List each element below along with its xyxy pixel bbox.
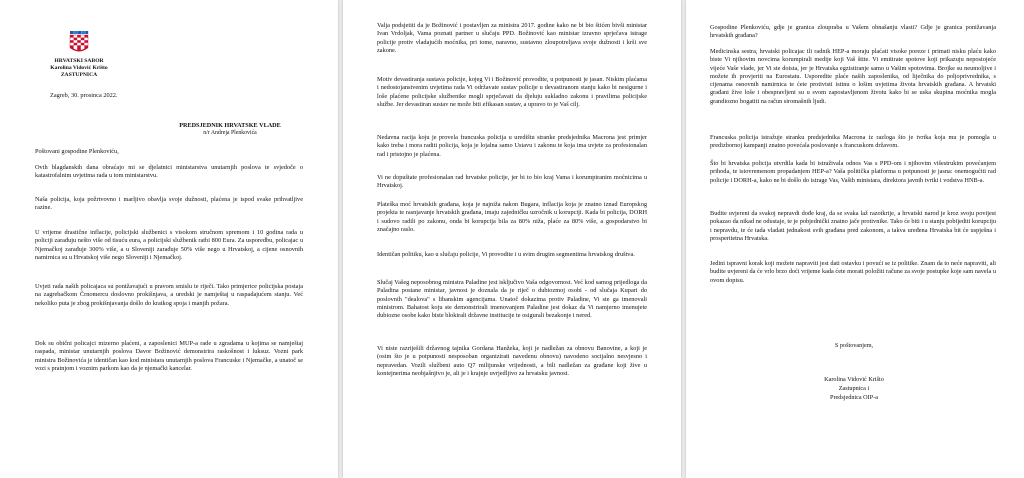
paragraph: U vrijeme drastične inflacije, policijski službenici s visokom stručnom spremom i 10 godina rada u policiji zarađuju nešto više od tisuću eura, a policijski službenik ratbi 800 Eura. Za usporedbu, policajac u Njemačkoj zarađuje 300% više, a u Sloveniji zarađuje 50% više nego u Hrvatskoj, a cijene osnovnih namirnica su u Hrvatskoj više nego Sloveniji i Njemačkoj. (35, 229, 303, 261)
paragraph: Identičan politiku, kao u slučaju policije, Vi provodite i u svim drugim segmentima hrvatskog društva. (377, 251, 635, 258)
croatian-coat-of-arms-icon (69, 31, 89, 55)
letter-page-1 (0, 0, 338, 478)
addressee-title: PREDSJEDNIK HRVATSKE VLADE (179, 122, 281, 129)
paragraph: Ovih blagdanskih dana obraćajo mi se djelatnici ministarstva unutarnjih poslova te svjedoče o katastrofalnim uvjetima rada u tom ministarstvu. (35, 164, 303, 180)
sender-name: Karolina Vidović Krišto (50, 65, 108, 71)
paragraph: Nedavna racija koju je provela francuska policija u uredištu stranke predsjednika Macrona jest primjer kako treba i mora raditi policija, koja je lojalna samo Ustavu i zakonu te koja ima uvjete za profesionalan rad i pristojno je plaćena. (377, 134, 647, 158)
sender-role: ZASTUPNICA (60, 72, 98, 78)
greeting: Poštovani gospodine Plenkoviću, (35, 148, 119, 155)
letter-page-2 (343, 0, 681, 478)
paragraph: Valja podsjetiti da je Božinović i postavljen za ministra 2017. godine kako ne bi bio štićen bivši ministar Ivan Vrdoljak, Vama poznati partner u slučaju PPD. Božinović kao ministar izravno sprječava istrage policije protiv vladajućih moćnika, pri tome, naravno, sustavno zloupotreljava svoje dužnosti i krši sve zakone. (377, 22, 647, 54)
paragraph: Naša policija, koja požrtvovno i marljivo obavlja svoje dužnosti, plaćena je ispod svake prihvatljive razine. (35, 196, 303, 212)
paragraph: Uvjeti rada naših policajaca su ponižavajući u pravom smislu te riječi. Tako primjerice policijska postaja na zagrebačkom Črnomercu doslovno prokišnjava, a uredski je namještaj u raspadajućem stanju. Već nekoliko puta je zbog prokišnjavanja došlo do kratkog spoja i manjih požara. (35, 283, 303, 307)
paragraph: Što bi hrvatska policija utvrdila kada bi istraživala odnos Vas s PPD-om i njihovim višestrukim povećanjem prihoda, te istovremenom propadanjem HEP-a? Vaša politička platforma u potpunosti je jasna: onemogućiti rad policije i DORH-a, kako ne bi došlo do istrage Vas, Vaših ministara, direktora javnih tvrtki i vodstva HNB-a. (710, 160, 996, 184)
paragraph: Vi niste razriješili državnog tajnika Gordana Hanžeka, koji je nadležan za obnovu Banovine, a koji je (osim što je u potpunosti nesposoban organizirati navedenu obnovu) navodeno socijalno nesvjesno i nepravedan. Vozili službeni auto Q7 milijunske vrijednosti, a bili nadležan za građane koji žive u kontejnerima neobjašnjivo je, ali je i krajnje uvrjedljivo za hrvatsku javnost. (377, 345, 647, 377)
paragraph: Francuska policija istražuje stranku predsjednika Macrona iz razloga što je tvrtka koja mu je pomogla u predizbornoj kampanji znatno povećala poslovanje s francuskom državom. (710, 134, 996, 150)
signature-role: Zastupnica i (838, 385, 870, 392)
addressee-name: n/r Andreja Plenkovića (203, 130, 257, 136)
paragraph: Slučaj Vašeg neposobnog ministra Paladine jest isključivo Vaša odgovornost. Već kod samog prijedloga da Paladina postane ministar, javnost je doznala da je riječ o dubiozmoj osobi - od slučaja Kupari do poslovnih "dealova" s libanskim agencijama. Unatoč dokazima protiv Paladine, Vi ste ga imenovali ministrom. Bahatost koju ste demonstrirali imenovanjem Paladine jest dokaz da Vi namjerno imenujete dubiozne osobe kako biste blokirali državne institucije te osigurali bezakonje i nered. (377, 279, 647, 320)
paragraph: Motiv devastiranja sustava policije, kojeg Vi i Božinović provodite, u potpunosti je jasan. Niskim plaćama i nedostojanstvenim uvjetima rada Vi održavate sustav policije u devastiranom stanju kako bi nesigurne i loše plaćene policijske službenike mogli sprječavati da djeluju sukladno zakonu i pravilima policijske službe. Jer devastiran sustav ne može biti efikasan sustav, a upravo to je Vaš cilj. (377, 76, 647, 108)
letter-page-3 (686, 0, 1024, 478)
paragraph: Jedini ispravni korak koji možete napraviti jest dati ostavku i povući se iz politike. Znam da to neće napraviti, ali budite uvjereni da će vrlo brzo doći vrijeme kada ćete morati položiti račune za svoje postupke koje sam navela u ovom dopisu. (710, 260, 996, 284)
place-date: Zagreb, 30. prosinca 2022. (50, 92, 118, 99)
paragraph: Gospodine Plenkoviću, gdje je granica zloupraba u Vašem obnašanju vlasti? Gdje je granica ponižavanja hrvatskih građana? (710, 24, 996, 40)
paragraph: Dok su obični policajci mizerno plaćeni, a zaposlenici MUP-a rade u zgradama u kojima se namještaj raspada, ministar unutarnjih poslova Davor Božinović demonstrira raskošnost i luksuz. Vozni park ministra Božinovića je identičan kao kod ministara unutarnjih poslova Francuske i Njemačke, a unatoč se vozi s pratnjom i voznim parkom kao da je njemački kancelar. (35, 340, 303, 372)
paragraph: Plateška moć hrvatskih građana, koja je najniža nakon Bugara, inflacija koja je znatno iznad Europskog projekta te rasnjavanje hrvatskih građana, imaju zajedničku uzročnik u korupciji. Kada bi policija, DORH i sudovo radili po zakonu, onda bi korupcija bila za 80% niža, plaće za 80% više, a gospodarstvo bi značajno raslo. (377, 201, 647, 233)
institution-name: HRVATSKI SABOR (54, 58, 104, 64)
signature-name: Karolina Vidović Krišto (824, 376, 884, 383)
paragraph: Medicinska sestra, hrvatski policajac ili radnik HEP-a moraju plaćati visoke poreze i primati nisku plaću kako biste Vi njihovim novcima korumpirali medije koji Vaš štite. Vi emitirate spotove koji prikazuju nepostojeće vijeće Vaše vlade, jer Vi ste doista, jer je Hrvatska egzistiranje samo u Vašim spotovima. Brojke su neumoljive i možete ih provjeriti na Eurostatu. Usporedite plaće naših zaposlenika, od liječnika do poljoprivrednika, s cijenama osnovnih namirnica te ćete protivisti istinu o lošim uvjetima života hrvatskih građana. A hrvatski građani žive loše i obespravljeni su u svom zapostavljenom životu kako bi se uska skupina moćnika mogla grandiozno bogatiti na račun siromašnih ljudi. (710, 48, 996, 105)
closing: S poštovanjem, (834, 342, 874, 349)
paragraph: Vi ne dopuštate profesionalan rad hrvatske policije, jer bi to bio kraj Vama i korumpiranim moćnicima u Hrvatskoj. (377, 174, 647, 190)
paragraph: Budite uvjereni da svakoj nepravdi dođe kraj, da se svaka laž razotkrije, a hrvatski narod je kroz svoju povijest pokazao da nikad ne odustaje, te je pobjednički znatno jače protivnike. Tako će biti i u stanju pobijediti korupciju i nepravdu, te će tada vladati jednakost svih građana pred zakonom, a takva uređena Hrvatska bit će uspješna i prosperitetna Hrvatska. (710, 210, 996, 242)
signature-party: Predsjednica OIP-a (830, 394, 878, 401)
